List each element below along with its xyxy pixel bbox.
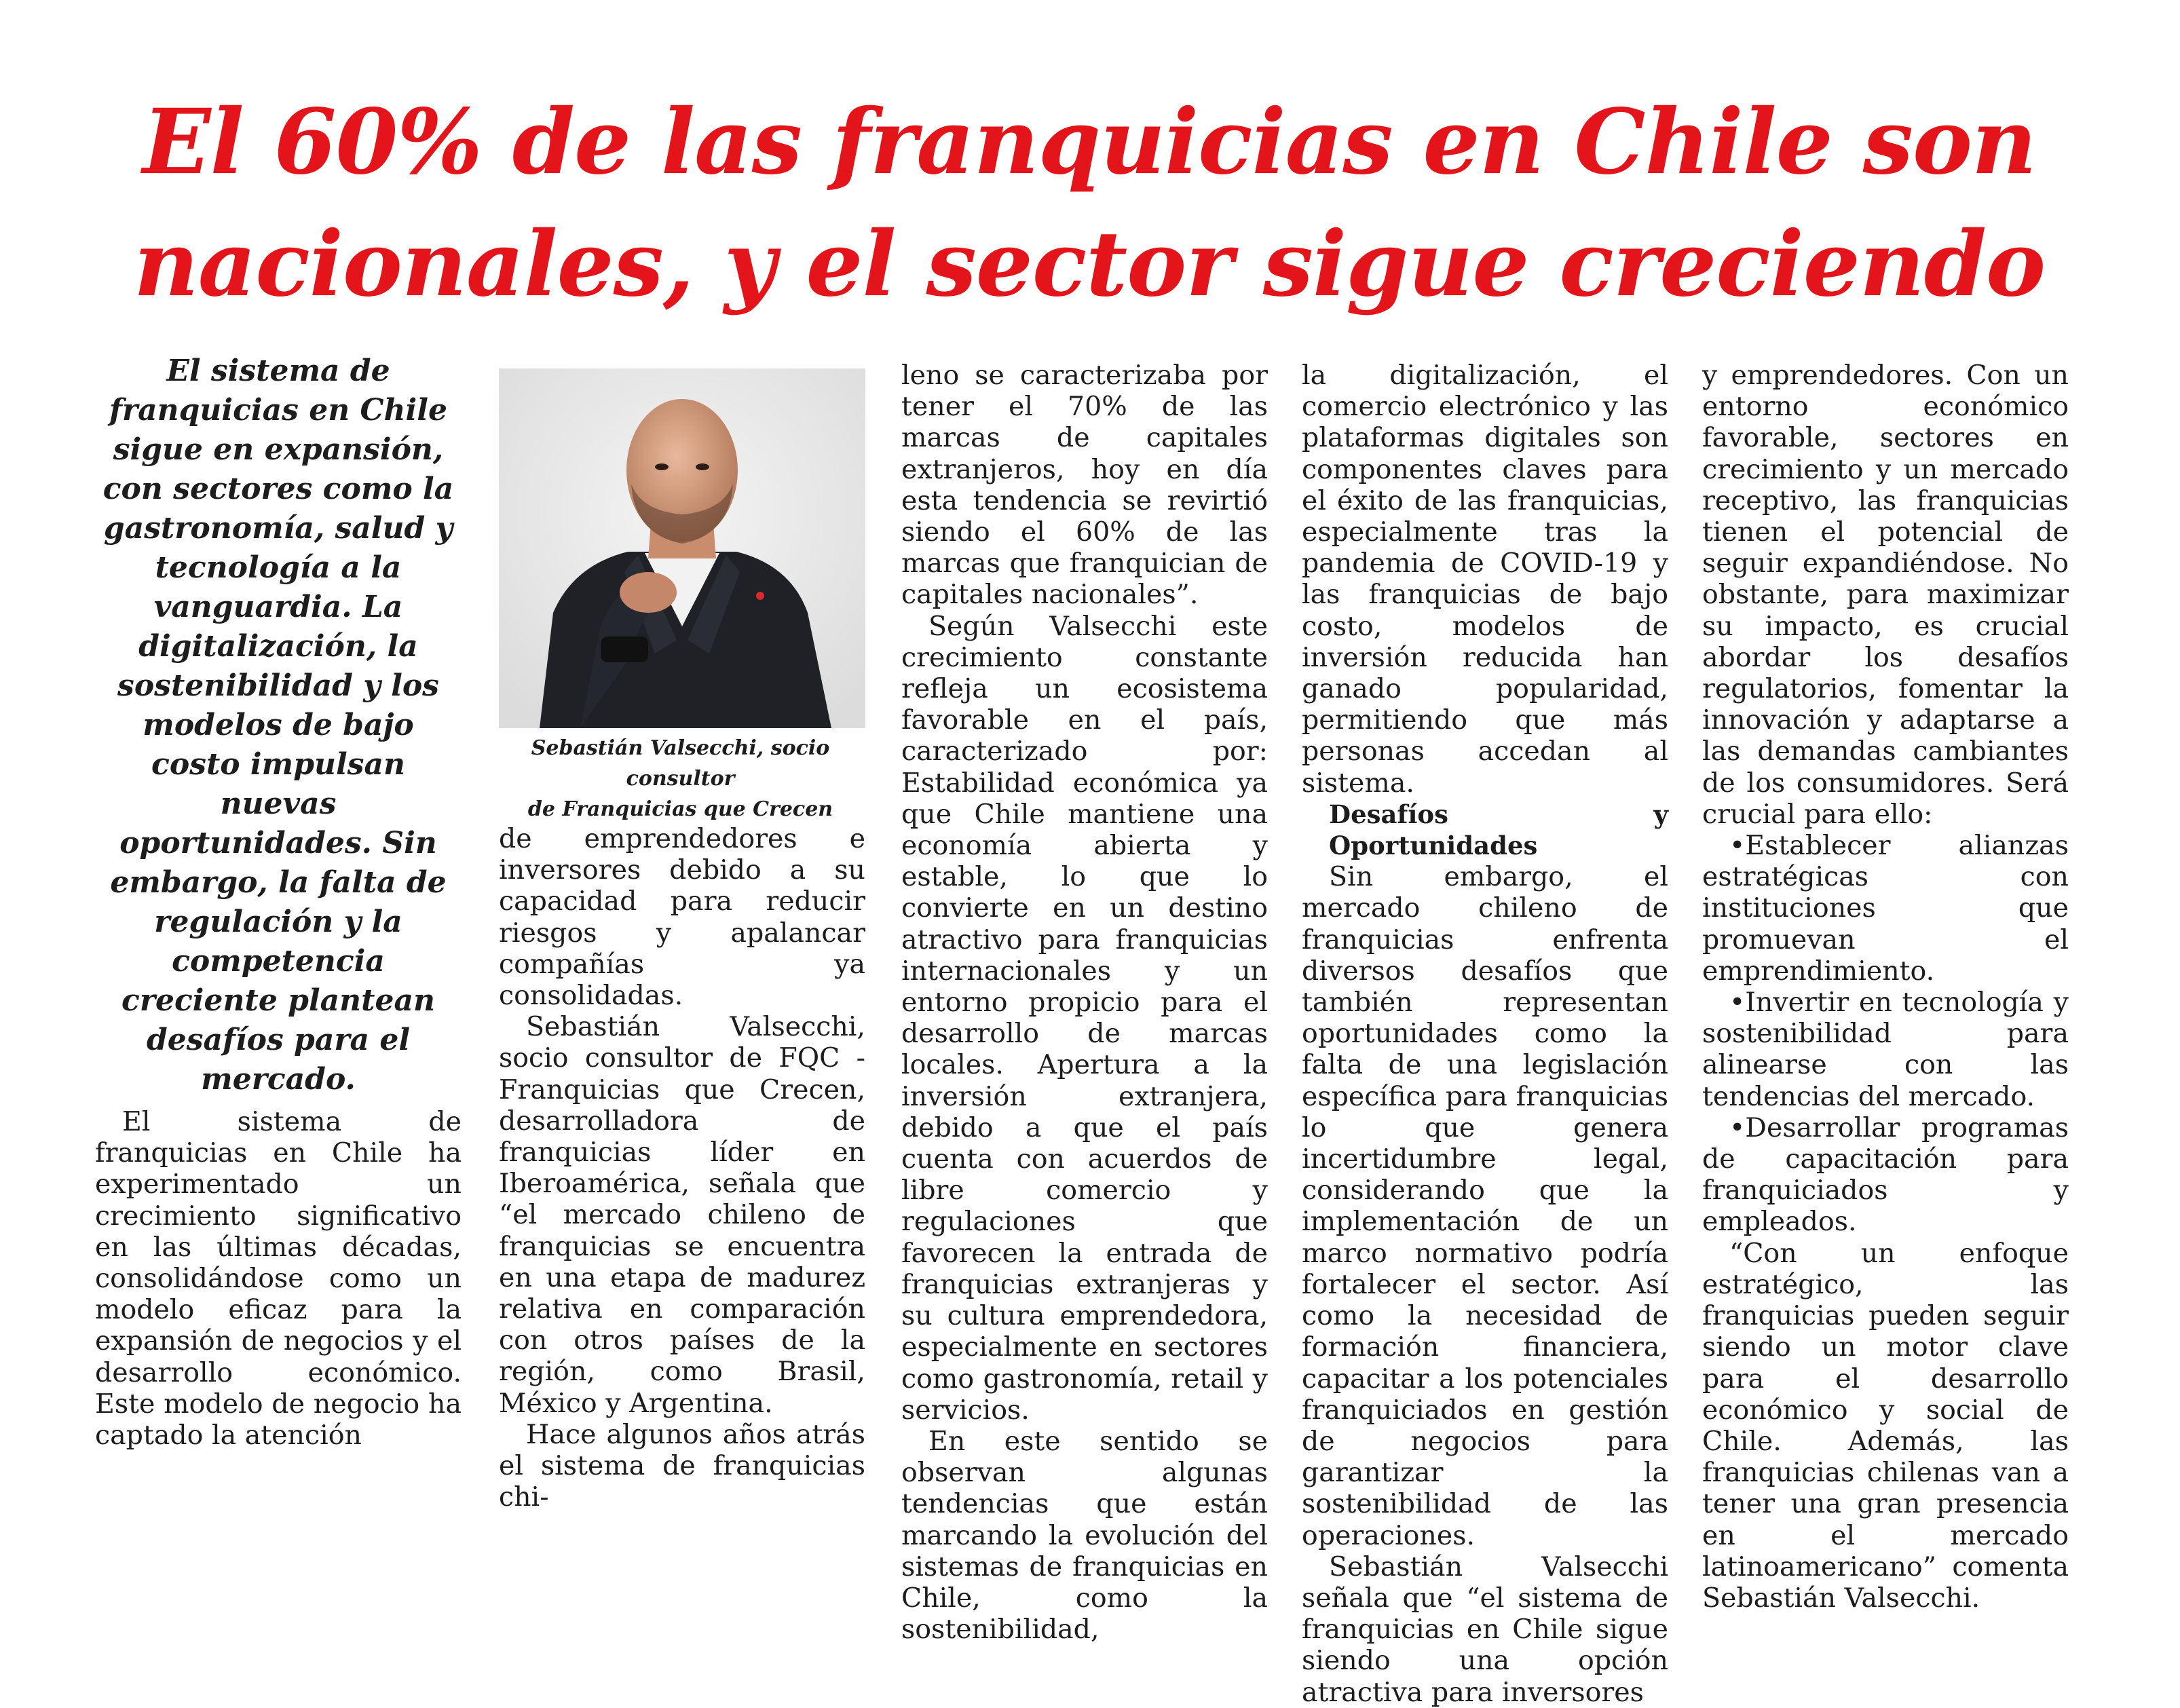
paragraph: Según Valsecchi este crecimiento constante refleja un ecosistema favorable en el país, caracterizado por: Estabilidad económica ya que Chile mantiene una economía abierta y estable, lo que lo convierte en un destino atractivo para franquicias internacionales y un entorno propicio para el desarrollo de marcas locales. Apertura a la inversión extranjera, debido a que el país cuenta con acuerdos de libre comercio y regulaciones que favorecen la entrada de franquicias extranjeras y su cultura emprendedora, especialmente en sectores como gastronomía, retail y servicios.	[901, 610, 1268, 1426]
paragraph: Hace algunos años atrás el sistema de franquicias chi-	[499, 1418, 865, 1513]
headline-line-2: nacionales, y el sector sigue creciendo	[133, 212, 2046, 317]
photo-caption-line-1: Sebastián Valsecchi, socio consultor	[531, 736, 830, 791]
paragraph: leno se caracterizaba por tener el 70% de las marcas de capitales extranjeros, hoy en día esta tendencia se revirtió siendo el 60% de las marcas que franquician de capitales nacionales”.	[901, 360, 1268, 611]
bullet-item: •Establecer alianzas estratégicas con instituciones que promuevan el emprendimiento.	[1702, 830, 2069, 987]
article-column-4	[1302, 360, 1668, 1708]
bullet-item: •Invertir en tecnología y sostenibilidad para alinearse con las tendencias del mercado.	[1702, 987, 2069, 1112]
paragraph: En este sentido se observan algunas tendencias que están marcando la evolución del sistemas de franquicias en Chile, como la sostenibilidad,	[901, 1425, 1268, 1646]
paragraph: de emprendedores e inversores debido a su capacidad para reducir riesgos y apalancar compañías ya consolidadas.	[499, 823, 865, 1012]
bullet-item: •Desarrollar programas de capacitación para franquiciados y empleados.	[1702, 1112, 2069, 1238]
portrait-photo	[499, 368, 865, 728]
photo-caption-line-2: de Franquicias que Crecen	[527, 797, 833, 821]
headline	[95, 81, 2084, 326]
article-column-2	[499, 823, 865, 1513]
article-column-3	[901, 360, 1268, 1645]
paragraph: El sistema de franquicias en Chile ha experimentado un crecimiento significativo en las últimas décadas, consolidándose como un modelo eficaz para la expansión de negocios y el desarrollo económico. Este modelo de negocio ha captado la atención	[95, 1106, 462, 1451]
article-column-5	[1702, 360, 2069, 1614]
section-subheading: Desafíos y Oportunidades	[1329, 799, 1668, 861]
lead-paragraph: El sistema de franquicias en Chile sigue en expansión, con sectores como la gastronomía, salud y tecnología a la vanguardia. La digitalización, la sostenibilidad y los modelos de bajo costo impulsan nuevas oportunidades. Sin embargo, la falta de regulación y la competencia creciente plantean desafíos para el mercado.	[102, 354, 454, 1097]
paragraph: Sebastián Valsecchi señala que “el sistema de franquicias en Chile sigue siendo una opción atractiva para inversores	[1302, 1551, 1668, 1708]
paragraph: y emprendedores. Con un entorno económico favorable, sectores en crecimiento y un mercado receptivo, las franquicias tienen el potencial de seguir expandiéndose. No obstante, para maximizar su impacto, es crucial abordar los desafíos regulatorios, fomentar la innovación y adaptarse a las demandas cambiantes de los consumidores. Será crucial para ello:	[1702, 360, 2069, 830]
paragraph: “Con un enfoque estratégico, las franquicias pueden seguir siendo un motor clave para el desarrollo económico y social de Chile. Además, las franquicias chilenas van a tener una gran presencia en el mercado latinoamericano” comenta Sebastián Valsecchi.	[1702, 1237, 2069, 1614]
photo-caption	[495, 733, 865, 824]
paragraph: Sebastián Valsecchi, socio consultor de FQC - Franquicias que Crecen, desarrolladora de franquicias líder en Iberoamérica, señala que “el mercado chileno de franquicias se encuentra en una etapa de madurez relativa en comparación con otros países de la región, como Brasil, México y Argentina.	[499, 1011, 865, 1419]
paragraph: Sin embargo, el mercado chileno de franquicias enfrenta diversos desafíos que también representan oportunidades como la falta de una legislación específica para franquicias lo que genera incertidumbre legal, considerando que la implementación de un marco normativo podría fortalecer el sector. Así como la necesidad de formación financiera, capacitar a los potenciales franquiciados en gestión de negocios para garantizar la sostenibilidad de las operaciones.	[1302, 861, 1668, 1551]
article-column-1	[95, 1106, 462, 1451]
headline-line-1: El 60% de las franquicias en Chile son	[142, 90, 2036, 195]
paragraph: la digitalización, el comercio electrónico y las plataformas digitales son componentes claves para el éxito de las franquicias, especialmente tras la pandemia de COVID-19 y las franquicias de bajo costo, modelos de inversión reducida han ganado popularidad, permitiendo que más personas accedan al sistema.	[1302, 360, 1668, 799]
